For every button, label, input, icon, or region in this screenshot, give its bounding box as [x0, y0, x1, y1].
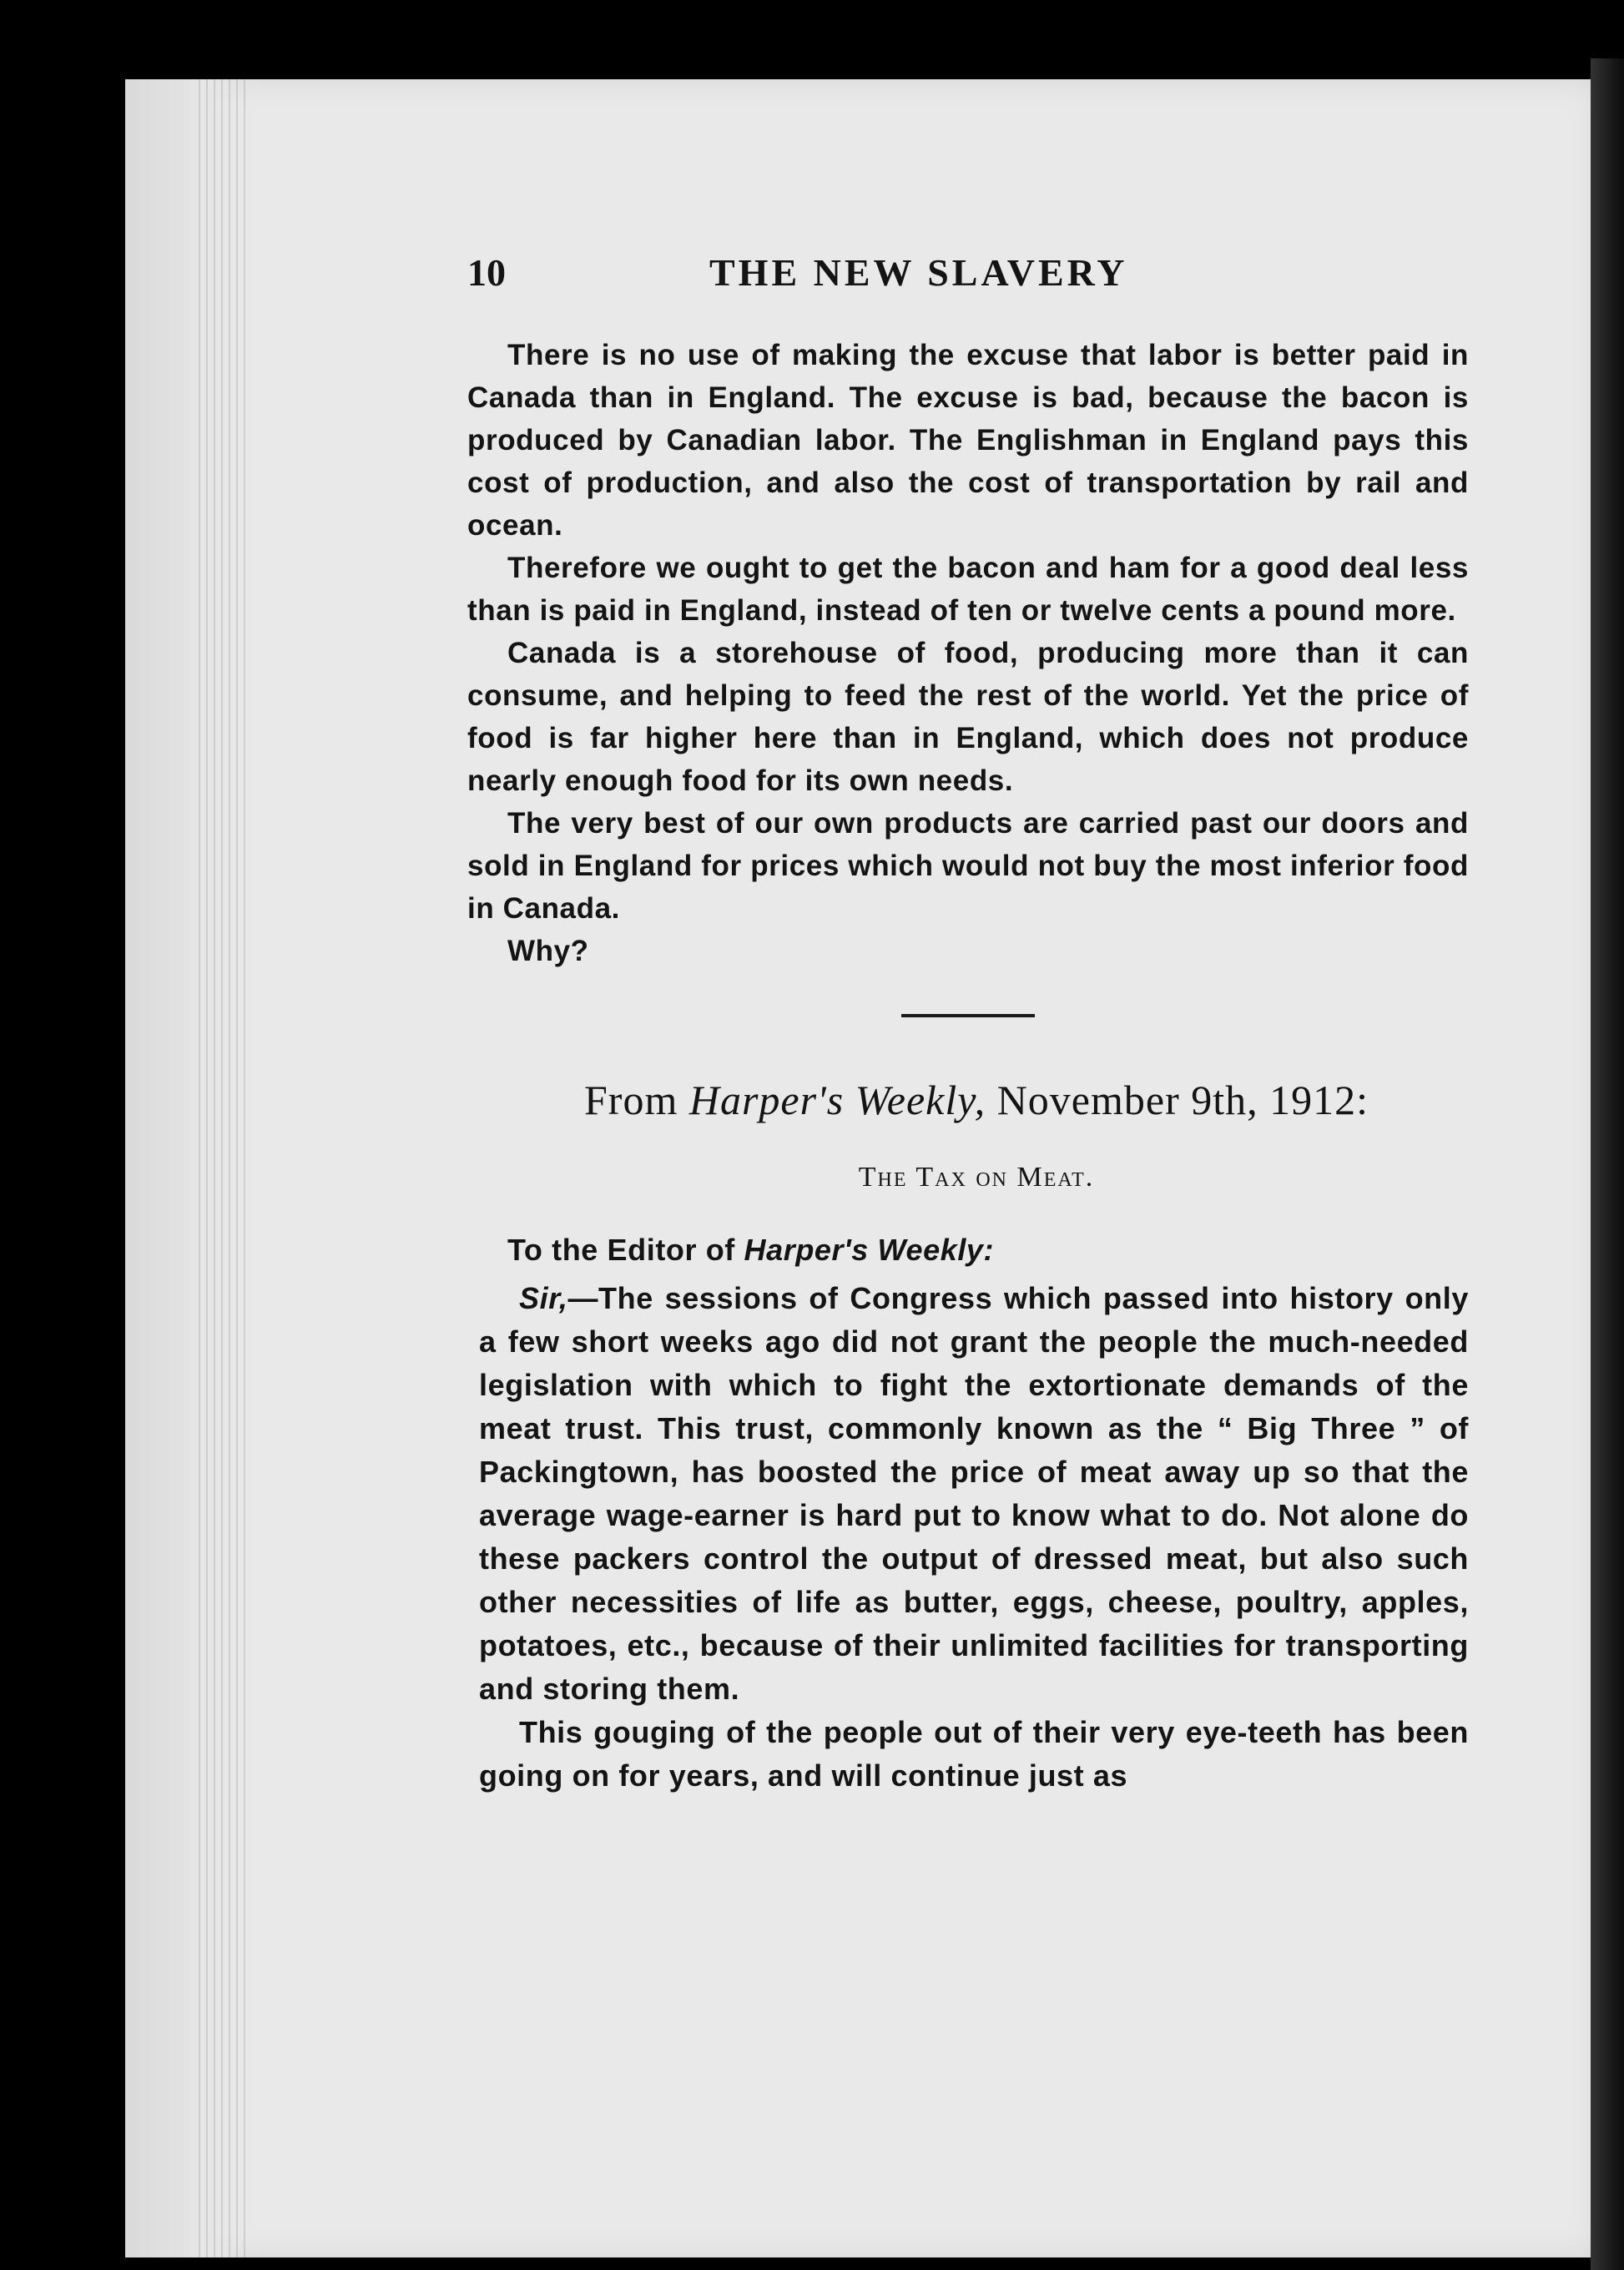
- salutation: [467, 1228, 1469, 1272]
- paragraph-4: The very best of our own products are carried past our doors and sold in England for prices which would not buy the most inferior food in Canada.: [467, 807, 1469, 925]
- letter-sir: Sir,: [519, 1281, 568, 1315]
- paragraph-3: Canada is a storehouse of food, producing more than it can consume, and helping to feed the rest of the world. Yet the price of food is far higher here than in England, which does not produce nearly enough food for its own needs.: [467, 637, 1469, 797]
- running-head: [467, 250, 1469, 300]
- source-date: November 9th, 1912:: [986, 1077, 1369, 1123]
- page-edge-texture: [199, 79, 249, 2257]
- page-right-shadow: [1591, 58, 1624, 2270]
- source-prefix: From: [583, 1077, 689, 1123]
- source-line: [467, 1076, 1469, 1124]
- section-title: The Tax on Meat.: [858, 1162, 1095, 1193]
- running-title: THE NEW SLAVERY: [709, 251, 1128, 294]
- letter-paragraph-2: This gouging of the people out of their very eye-teeth has been going on for years, and will continue just as: [479, 1715, 1469, 1793]
- salutation-publication: Harper's Weekly:: [744, 1233, 995, 1267]
- paragraph-2: Therefore we ought to get the bacon and ham for a good deal less than is paid in England, instead of ten or twelve cents a pound more.: [467, 552, 1469, 627]
- letter-paragraph-1-text: —The sessions of Congress which passed into history only a few short weeks ago did not grant the people the much-needed legislation with which to fight the extortionate demands of the meat trust. This trust, commonly known as the “ Big Three ” of Packingtown, has boosted the price of meat away up so that the average wage-earner is hard put to know what to do. Not alone do these packers control the output of dressed meat, but also such other necessities of life as butter, eggs, cheese, poultry, apples, potatoes, etc., because of their unlimited facilities for transporting and storing them.: [479, 1281, 1469, 1706]
- why-line: Why?: [507, 935, 589, 967]
- paragraph-1: There is no use of making the excuse that labor is better paid in Canada than in England. The excuse is bad, because the bacon is produced by Canadian labor. The Englishman in England pays this cost of production, and also the cost of transportation by rail and ocean.: [467, 339, 1469, 542]
- letter-body: [467, 1277, 1469, 1798]
- source-publication: Harper's Weekly,: [688, 1077, 986, 1123]
- letter-paragraph-1: [479, 1277, 1469, 1711]
- salutation-prefix: To the Editor of: [507, 1233, 744, 1267]
- section-divider: [901, 1014, 1035, 1017]
- page-content: [467, 250, 1469, 1798]
- page-number: 10: [467, 251, 506, 294]
